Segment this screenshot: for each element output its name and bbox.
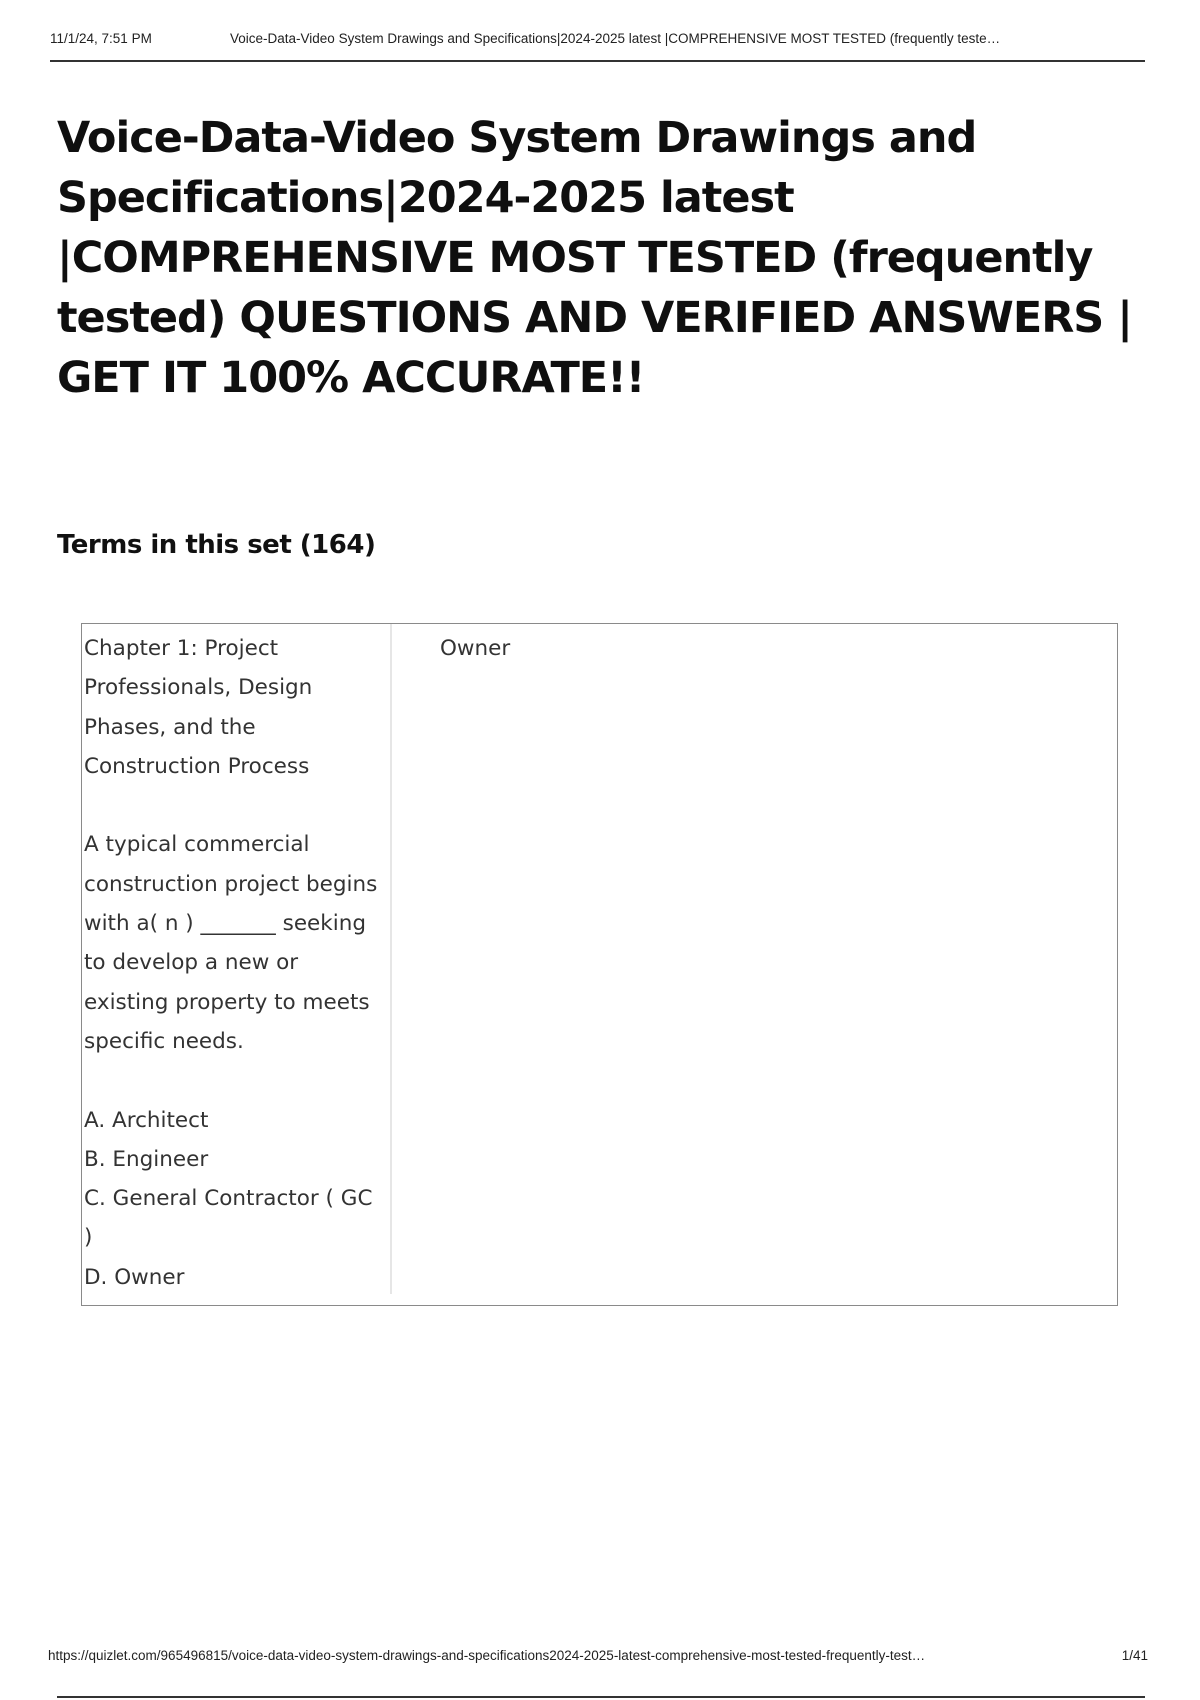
term-chapter: Chapter 1: Project Professionals, Design Phases, and the Construction Process [84,636,313,779]
term-option-c: C. General Contractor ( GC ) [84,1186,373,1251]
term-side [82,624,392,1294]
term-option-a: A. Architect [84,1107,209,1133]
print-url: https://quizlet.com/965496815/voice-data-video-system-drawings-and-specifications2024-2025-latest-comprehensive-most-tested-frequently-test… [48,1648,926,1663]
page-title: Voice-Data-Video System Drawings and Specifications|2024-2025 latest |COMPREHENSIVE MOST TESTED (frequently tested) QUESTIONS AND VERIFIED ANSWERS | GET IT 100% ACCURATE!! [57,113,1132,403]
spacer [84,786,380,825]
page-number: 1/41 [1121,1648,1148,1663]
print-doc-title: Voice-Data-Video System Drawings and Specifications|2024-2025 latest |COMPREHENSIVE MOST TESTED (frequently teste… [230,31,1001,46]
term-card [81,623,1118,1306]
terms-count-heading: Terms in this set (164) [57,530,376,560]
definition-side: Owner [440,636,511,661]
spacer [84,1061,380,1100]
print-date: 11/1/24, 7:51 PM [50,31,152,46]
term-option-d: D. Owner [84,1264,185,1290]
footer-divider [57,1696,1145,1698]
term-question: A typical commercial construction project begins with a( n ) _______ seeking to develop a new or existing property to meets specific needs. [84,832,378,1054]
print-header [50,28,1145,62]
term-option-b: B. Engineer [84,1146,209,1172]
